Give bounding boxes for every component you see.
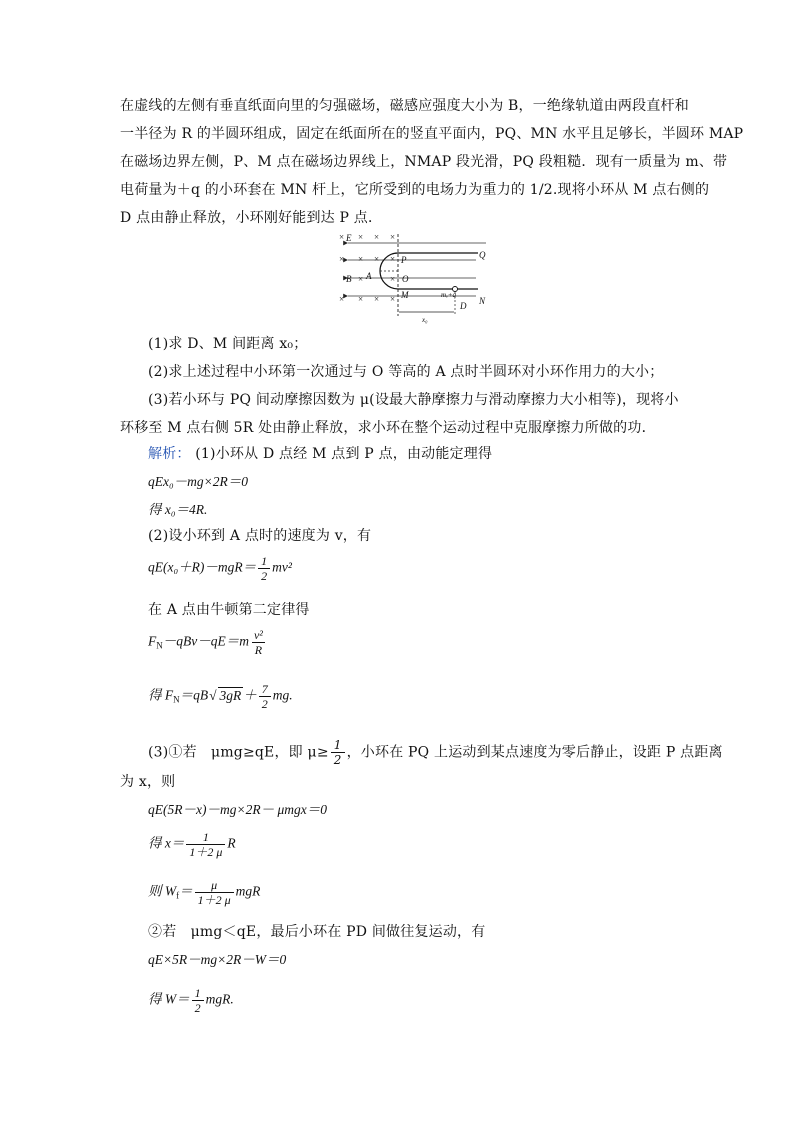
newton-law-line: 在 A 点由牛顿第二定律得 [148,602,310,618]
svg-text:×: × [358,274,364,284]
solution-part-1-intro: 解析： (1)小环从 D 点经 M 点到 P 点，由动能定理得 [148,446,493,462]
result-2: 得 $F_N=qB√$ 3gR ＋ $\frac{7}{2}$ mg. [148,682,293,711]
svg-text:×: × [339,294,345,304]
question-3-line-1: (3)若小环与 PQ 间动摩擦因数为 μ(设最大静摩擦力与滑动摩擦力大小相等)，现将小 [148,392,679,408]
equation-3: $F_N-qBv-qE=m$ $\frac{\text{v²}}{R}$ [148,628,268,657]
problem-line-4: 电荷量为＋q 的小环套在 MN 杆上，它所受到的电场力为重力的 1/2.现将小环从 M 点右侧的 [120,182,710,198]
svg-text:×: × [390,274,396,284]
result-1: 得 x₀＝4R. [148,502,208,517]
svg-text:×: × [390,294,396,304]
solution-part-3-case-2: ②若 μmg＜qE，最后小环在 PD 间做往复运动，有 [148,924,486,940]
label-x0: x₀ [422,316,428,324]
label-N: N [479,296,486,306]
solution-part-3-case-1-cont: 为 x，则 [120,774,176,790]
equation-4: qE(5R－x)－mg×2R－ μmgx＝0 [148,802,327,817]
equation-1: qEx₀－mg×2R＝0 [148,474,249,489]
solution-label: 解析： [148,446,191,462]
svg-text:×: × [358,254,364,264]
result-4: 得 W＝ $\frac{1}{2}$ mgR. [148,986,234,1015]
label-P: P [401,255,407,265]
svg-text:×: × [374,294,380,304]
solution-part-2-intro: (2)设小环到 A 点时的速度为 v，有 [148,528,372,544]
label-B: B [346,274,352,284]
magnetic-field-diagram [336,232,492,324]
equation-2: qE(x₀＋R)－mgR＝ $\frac{1}{2}$ mv² [148,554,292,583]
svg-text:×: × [390,254,396,264]
label-E: E [346,233,352,243]
svg-text:×: × [358,294,364,304]
label-charge: m,+q [441,291,457,299]
problem-line-5: D 点由静止释放，小环刚好能到达 P 点． [120,210,383,226]
label-A: A [366,271,372,281]
problem-line-3: 在磁场边界左侧，P、M 点在磁场边界线上，NMAP 段光滑，PQ 段粗糙．现有一质量为 m、带 [120,154,728,170]
problem-line-2: 一半径为 R 的半圆环组成，固定在纸面所在的竖直平面内，PQ、MN 水平且足够长，半圆环 MAP [120,126,744,142]
label-Q: Q [479,250,486,260]
label-M: M [401,290,409,300]
svg-text:×: × [374,254,380,264]
question-1: (1)求 D、M 间距离 x₀； [148,336,308,352]
svg-text:×: × [339,232,345,242]
svg-text:×: × [358,232,364,242]
svg-text:×: × [339,254,345,264]
ring [453,287,458,292]
label-O: O [402,274,409,284]
svg-text:×: × [390,232,396,242]
problem-line-1: 在虚线的左侧有垂直纸面向里的匀强磁场，磁感应强度大小为 B，一绝缘轨道由两段直杆和 [120,98,689,114]
question-2: (2)求上述过程中小环第一次通过与 O 等高的 A 点时半圆环对小环作用力的大小； [148,364,664,380]
svg-text:×: × [374,232,380,242]
equation-5: qE×5R－mg×2R－W＝0 [148,952,287,967]
solution-part-3-case-1: (3)①若 μmg≥qE，即 μ≥ $\frac{1}{2}$ ，小环在 PQ 上运动到某点速度为零后静止，设距 P 点距离 [148,738,723,767]
question-3-line-2: 环移至 M 点右侧 5R 处由静止释放，求小环在整个运动过程中克服摩擦力所做的功． [120,420,656,436]
label-D: D [460,301,467,311]
friction-work-1: 则 $W_f=$ $\frac{\mu}{1+2 \mu}$ mgR [148,878,261,907]
result-3: 得 x＝ $\frac{1}{1+2 \mu}$ R [148,830,236,859]
